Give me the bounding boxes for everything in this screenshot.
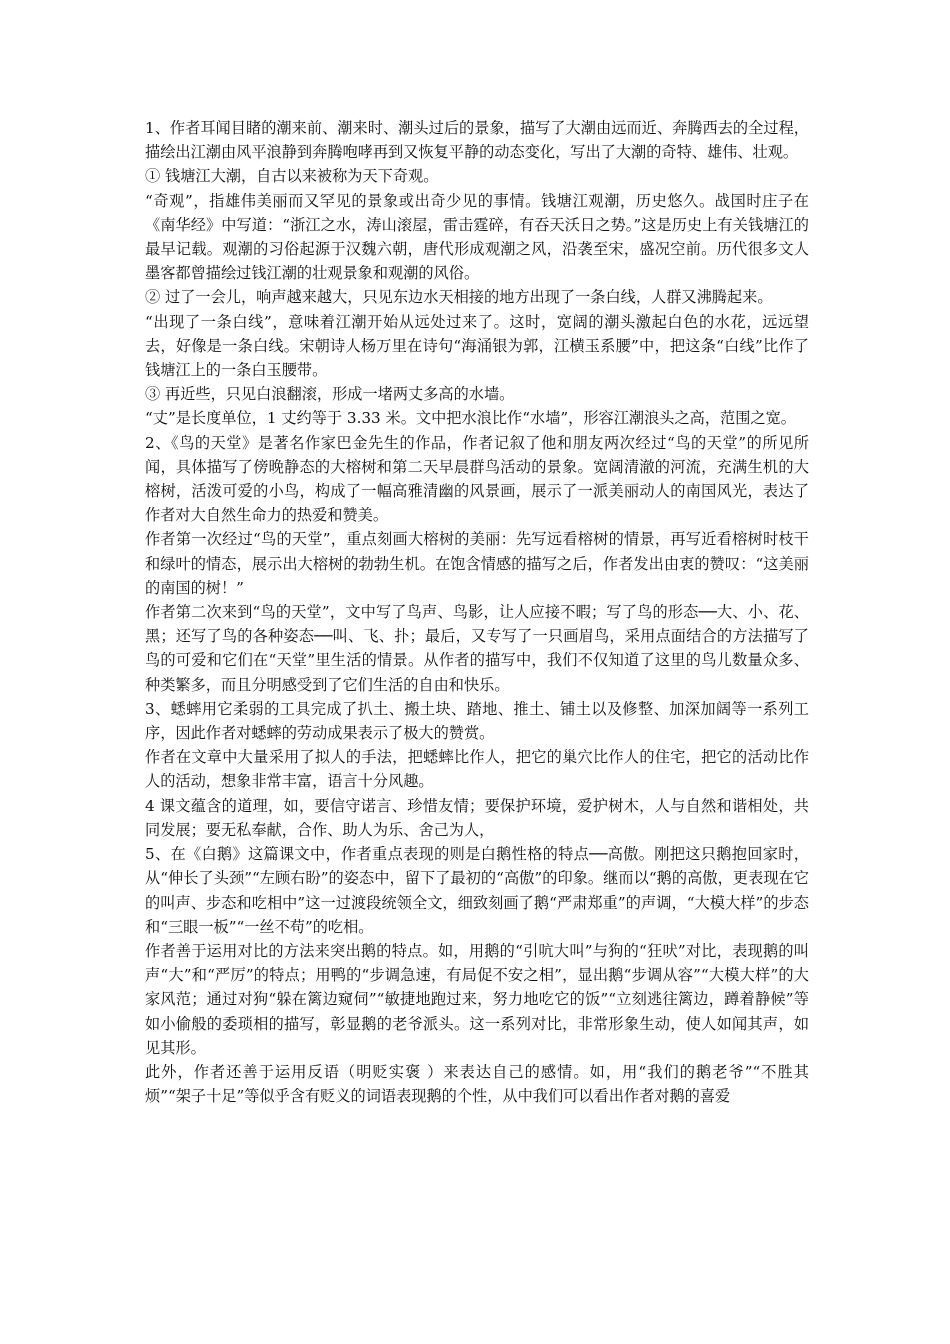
paragraph: 作者第一次经过“鸟的天堂”，重点刻画大榕树的美丽：先写远看榕树的情景，再写近看榕树时枝干和绿叶的情态，展示出大榕树的勃勃生机。在饱含情感的描写之后，作者发出由衷的赞叹：“这美丽的南国的树！” <box>145 530 809 597</box>
paragraph: 作者善于运用对比的方法来突出鹅的特点。如，用鹅的“引吭大叫”与狗的“狂吠”对比，表现鹅的叫声“大”和“严厉”的特点；用鸭的“步调急速，有局促不安之相”，显出鹅“步调从容”“大模大样”的大家风范；通过对狗“躲在篱边窥伺”“敏捷地跑过来，努力地吃它的饭”“立刻逃往篱边，蹲着静候”等如小偷般的委琐相的描写，彰显鹅的老爷派头。这一系列对比，非常形象生动，使人如闻其声，如见其形。 <box>145 941 809 1057</box>
paragraph: 2、《鸟的天堂》是著名作家巴金先生的作品，作者记叙了他和朋友两次经过“鸟的天堂”的所见所闻，具体描写了傍晚静态的大榕树和第二天早晨群鸟活动的景象。宽阔清澈的河流，充满生机的大榕树，活泼可爱的小鸟，构成了一幅高雅清幽的风景画，展示了一派美丽动人的南国风光，表达了作者对大自然生命力的热爱和赞美。 <box>145 433 809 525</box>
paragraph: 作者在文章中大量采用了拟人的手法，把蟋蟀比作人，把它的巢穴比作人的住宅，把它的活动比作人的活动，想象非常丰富，语言十分风趣。 <box>145 748 809 791</box>
paragraph: “奇观”，指雄伟美丽而又罕见的景象或出奇少见的事情。钱塘江观潮，历史悠久。战国时庄子在《南华经》中写道：“浙江之水，涛山滚屋，雷击霆碎，有吞天沃日之势。”这是历史上有关钱塘江的最早记载。观潮的习俗起源于汉魏六朝，唐代形成观潮之风，沿袭至宋，盛况空前。历代很多文人墨客都曾描绘过钱江潮的壮观景象和观潮的风俗。 <box>145 191 809 283</box>
paragraph: “丈”是长度单位，1 丈约等于 3.33 米。文中把水浪比作“水墙”，形容江潮浪头之高，范围之宽。 <box>145 409 796 428</box>
paragraph: ① 钱塘江大潮，自古以来被称为天下奇观。 <box>145 167 439 186</box>
paragraph: 5、在《白鹅》这篇课文中，作者重点表现的则是白鹅性格的特点──高傲。刚把这只鹅抱回家时，从“伸长了头颈”“左顾右盼”的姿态中，留下了最初的“高傲”的印象。继而以“鹅的高傲，更表现在它的叫声、步态和吃相中”这一过渡段统领全文，细致刻画了鹅“严肃郑重”的声调，“大模大样”的步态和“三眼一板”“一丝不苟”的吃相。 <box>145 845 809 936</box>
paragraph: ② 过了一会儿，响声越来越大，只见东边水天相接的地方出现了一条白线，人群又沸腾起来。 <box>145 288 773 307</box>
document-body <box>145 116 809 1108</box>
paragraph: 1、作者耳闻目睹的潮来前、潮来时、潮头过后的景象，描写了大潮由远而近、奔腾西去的全过程，描绘出江潮由风平浪静到奔腾咆哮再到又恢复平静的动态变化，写出了大潮的奇特、雄伟、壮观。 <box>145 119 809 162</box>
paragraph: 3、蟋蟀用它柔弱的工具完成了扒土、搬土块、踏地、推土、铺土以及修整、加深加阔等一系列工序，因此作者对蟋蟀的劳动成果表示了极大的赞赏。 <box>145 699 809 743</box>
paragraph: 作者第二次来到“鸟的天堂”，文中写了鸟声、鸟影，让人应接不暇；写了鸟的形态──大、小、花、黑；还写了鸟的各种姿态──叫、飞、扑；最后，又专写了一只画眉鸟，采用点面结合的方法描写了鸟的可爱和它们在“天堂”里生活的情景。从作者的描写中，我们不仅知道了这里的鸟儿数量众多、种类繁多，而且分明感受到了它们生活的自由和快乐。 <box>145 603 809 694</box>
paragraph: 4 课文蕴含的道理，如，要信守诺言、珍惜友情；要保护环境，爱护树木，人与自然和谐相处，共同发展；要无私奉献，合作、助人为乐、舍己为人， <box>145 796 809 839</box>
paragraph: “出现了一条白线”，意味着江潮开始从远处过来了。这时，宽阔的潮头激起白色的水花，远远望去，好像是一条白线。宋朝诗人杨万里在诗句“海涌银为郭，江横玉系腰”中，把这条“白线”比作了钱塘江上的一条白玉腰带。 <box>145 312 809 380</box>
paragraph: 此外，作者还善于运用反语（明贬实褒 ）来表达自己的感情。如，用“我们的鹅老爷”“不胜其烦”“架子十足”等似乎含有贬义的词语表现鹅的个性，从中我们可以看出作者对鹅的喜爱 <box>145 1062 809 1106</box>
paragraph: ③ 再近些，只见白浪翻滚，形成一堵两丈多高的水墙。 <box>145 385 515 404</box>
